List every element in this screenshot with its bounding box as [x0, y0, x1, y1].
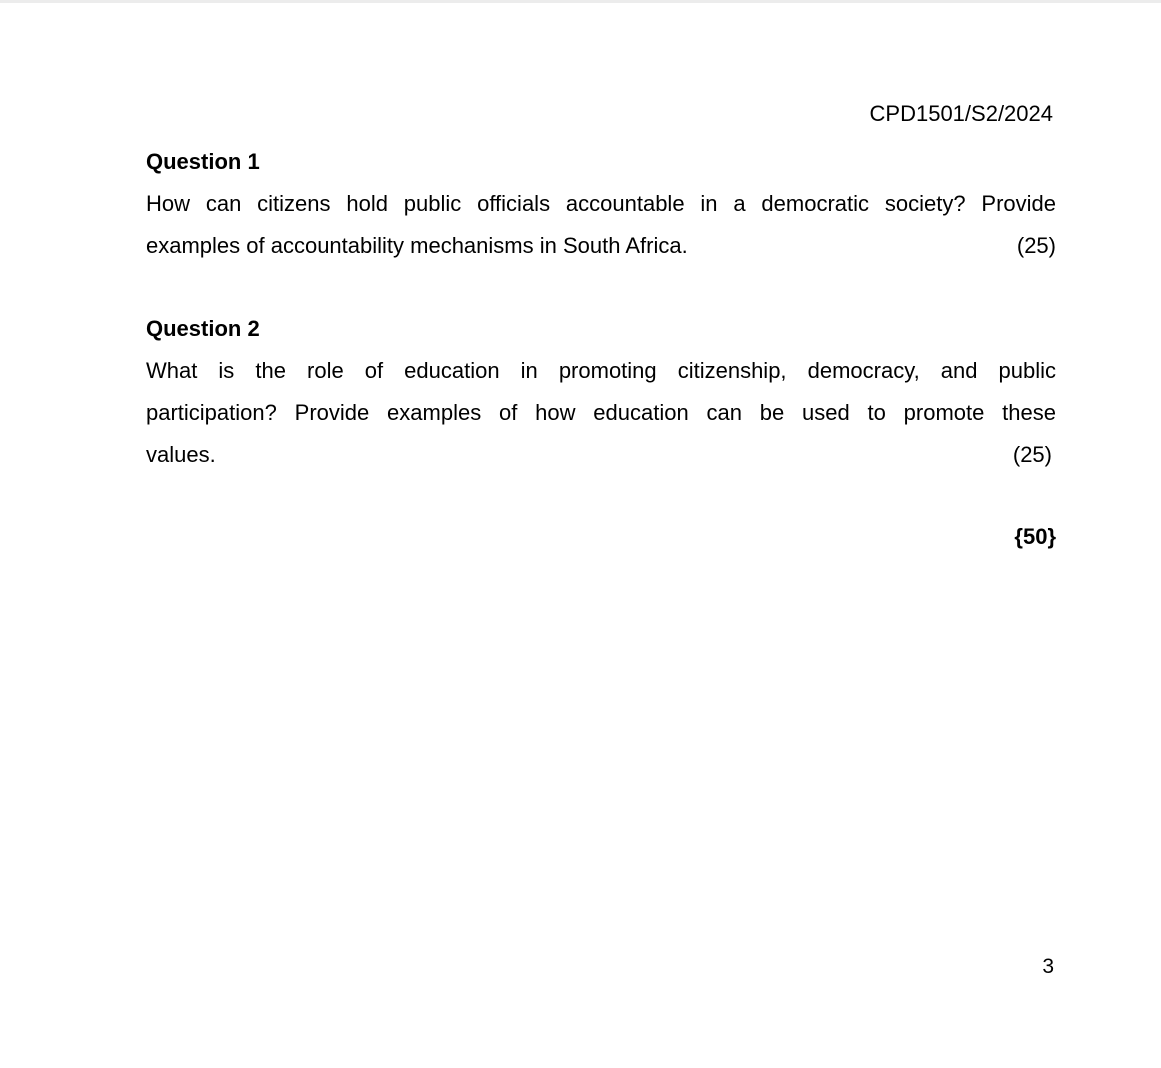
page-number: 3 [1042, 955, 1054, 978]
document-code: CPD1501/S2/2024 [869, 101, 1053, 126]
question-2-marks: (25) [1012, 442, 1052, 467]
question-2-line-3: values. [146, 442, 216, 467]
question-1-heading: Question 1 [146, 149, 260, 174]
question-1-marks: (25) [1016, 233, 1056, 258]
question-1-line-2: examples of accountability mechanisms in South Africa. [146, 233, 688, 258]
question-2-line-2: participation? Provide examples of how education can be used to promote these [146, 400, 1056, 425]
question-2-last-line [146, 434, 1056, 476]
question-2-heading: Question 2 [146, 316, 260, 341]
question-2-body [146, 350, 1056, 476]
question-2-line-1: What is the role of education in promoting citizenship, democracy, and public [146, 358, 1056, 383]
question-1-body [146, 183, 1056, 267]
question-1-line-1: How can citizens hold public officials accountable in a democratic society? Provide [146, 191, 1056, 216]
total-marks: {50} [1014, 524, 1056, 549]
document-page [146, 0, 1056, 1068]
question-1-last-line [146, 225, 1056, 267]
